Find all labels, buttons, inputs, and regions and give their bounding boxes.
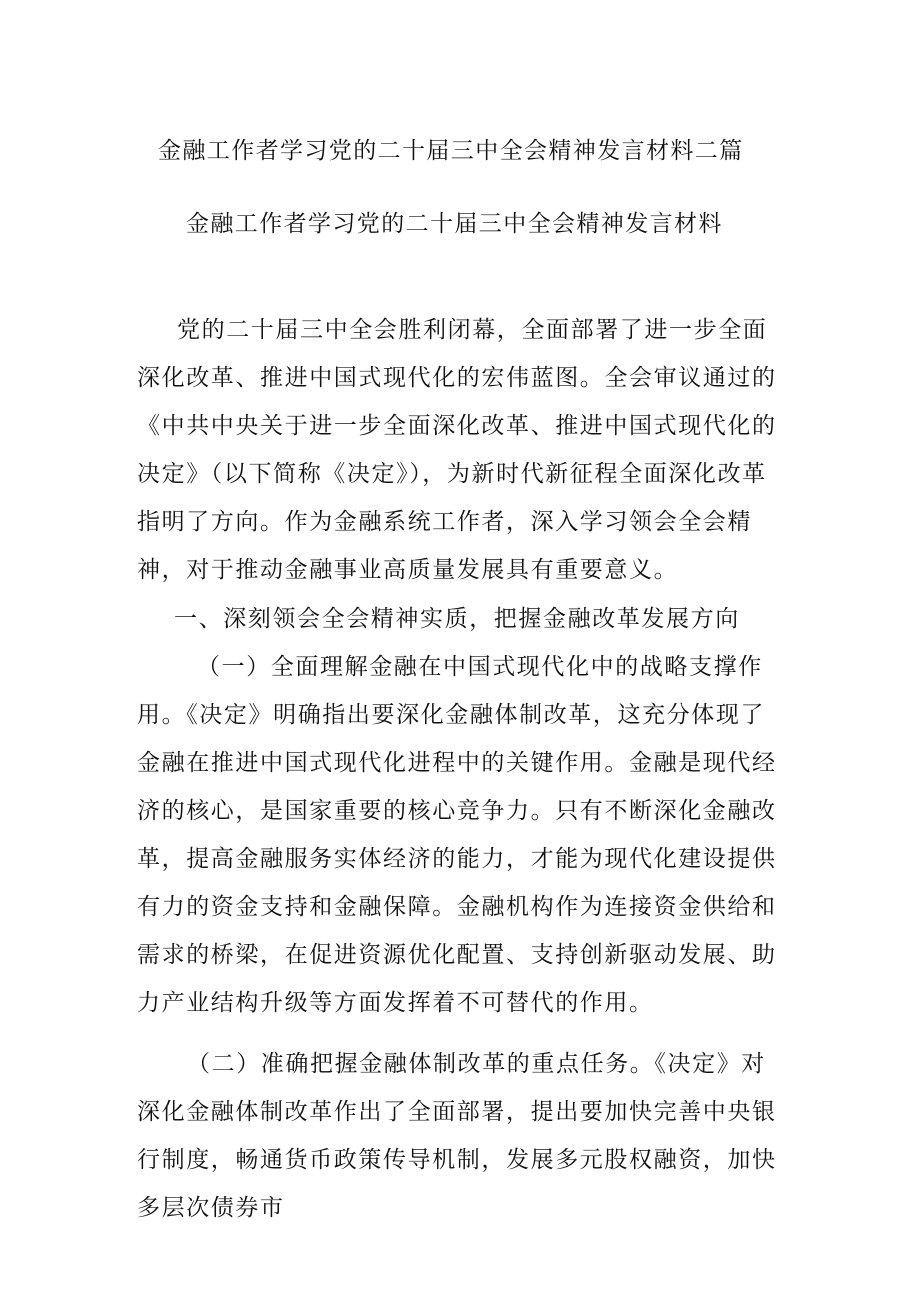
paragraph-section-1-2: （二）准确把握金融体制改革的重点任务。《决定》对深化金融体制改革作出了全面部署，提出要加快完善中央银行制度，畅通货币政策传导机制，发展多元股权融资，加快多层次债券市 (137, 1051, 777, 1221)
paragraph-section-1-1: （一）全面理解金融在中国式现代化中的战略支撑作用。《决定》明确指出要深化金融体制改革，这充分体现了金融在推进中国式现代化进程中的关键作用。金融是现代经济的核心，是国家重要的核心竞争力。只有不断深化金融改革，提高金融服务实体经济的能力，才能为现代化建设提供有力的资金支持和金融保障。金融机构作为连接资金供给和需求的桥梁，在促进资源优化配置、支持创新驱动发展、助力产业结构升级等方面发挥着不可替代的作用。 (137, 654, 777, 1016)
document-subtitle: 金融工作者学习党的二十届三中全会精神发言材料 (186, 211, 723, 237)
document-title: 金融工作者学习党的二十届三中全会精神发言材料二篇 (158, 138, 744, 164)
section-heading-1: 一、深刻领会全会精神实质，把握金融改革发展方向 (174, 606, 740, 632)
paragraph-intro: 党的二十届三中全会胜利闭幕，全面部署了进一步全面深化改革、推进中国式现代化的宏伟蓝图。全会审议通过的《中共中央关于进一步全面深化改革、推进中国式现代化的决定》（以下简称《决定》），为新时代新征程全面深化改革指明了方向。作为金融系统工作者，深入学习领会全会精神，对于推动金融事业高质量发展具有重要意义。 (137, 317, 777, 583)
